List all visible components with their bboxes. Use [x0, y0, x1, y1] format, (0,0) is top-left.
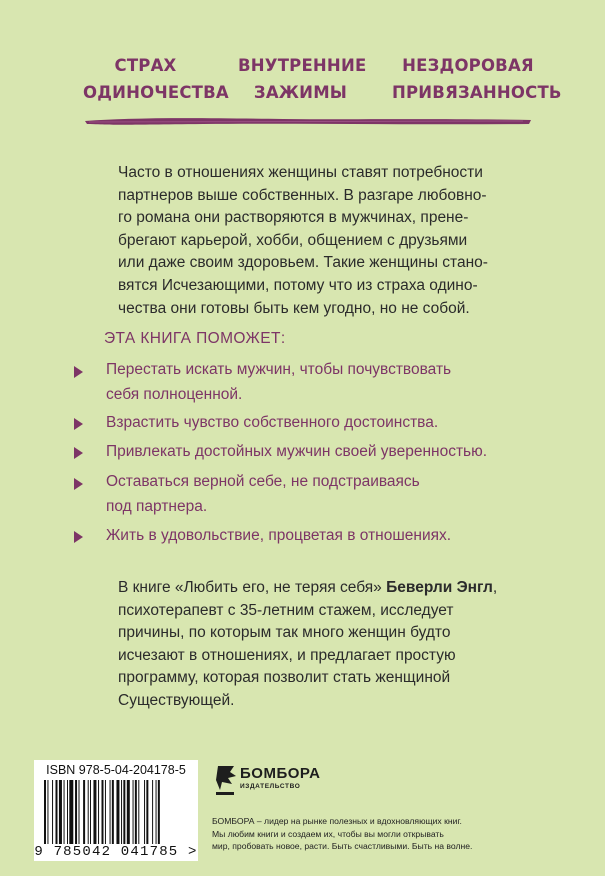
intro-line: или даже своим здоровьем. Такие женщины стано-	[118, 254, 488, 272]
intro-line: го романа они растворяются в мужчинах, прене-	[118, 209, 469, 227]
publisher-logo-subtitle: ИЗДАТЕЛЬСТВО	[240, 783, 301, 790]
publisher-blurb	[212, 815, 582, 853]
barcode-bar	[133, 780, 134, 846]
isbn-label: ISBN 978-5-04-204178-5	[46, 763, 186, 777]
author-text: ,	[492, 579, 498, 596]
barcode-bar	[75, 780, 77, 846]
keyword-unhealthy-attachment	[392, 52, 562, 106]
barcode-digits: 9 785042 041785 >	[34, 844, 198, 860]
barcode-bar	[123, 780, 125, 846]
bullet-line: Оставаться верной себе, не подстраиваясь	[106, 473, 420, 490]
barcode-bar	[121, 780, 122, 846]
barcode-bars	[42, 780, 194, 848]
barcode-bar	[47, 780, 48, 846]
intro-line: брегают карьерой, хобби, общением с друзьями	[118, 231, 468, 249]
barcode-bar	[105, 780, 106, 846]
bullet-line: Жить в удовольствие, процветая в отношениях.	[106, 527, 452, 544]
bullet-line: Взрастить чувство собственного достоинства.	[106, 414, 439, 431]
bullet-item	[106, 358, 451, 407]
barcode-bar	[116, 780, 119, 846]
barcode-bar	[64, 780, 65, 846]
keyword-fear-loneliness	[83, 52, 229, 106]
publisher-line: Мы любим книги и создаем их, чтобы вы могли открывать	[212, 828, 444, 839]
barcode-bar	[69, 780, 73, 846]
barcode-bar	[67, 780, 68, 846]
barcode-bar	[90, 780, 91, 846]
keyword-line: ОДИНОЧЕСТВА	[83, 83, 229, 102]
brush-stroke-divider	[83, 113, 533, 129]
keyword-line: ПРИВЯЗАННОСТЬ	[392, 83, 562, 102]
barcode-bar	[110, 780, 111, 846]
barcode-bar	[138, 780, 139, 846]
barcode-bar	[152, 780, 153, 846]
barcode-bar	[52, 780, 53, 846]
barcode-bar	[144, 780, 145, 846]
keyword-inner-blocks	[238, 52, 367, 106]
bullet-line: себя полноценной.	[106, 385, 243, 403]
triangle-bullet-icon	[74, 366, 83, 378]
keyword-line: ВНУТРЕННИЕ	[238, 56, 367, 75]
publisher-line: мир, пробовать новое, расти. Быть счастливыми. Быть на волне.	[212, 841, 473, 851]
barcode-bar	[79, 780, 80, 846]
bullet-line: Привлекать достойных мужчин своей уверенностью.	[106, 443, 488, 460]
barcode	[34, 760, 198, 861]
barcode-bar	[127, 780, 130, 846]
bullet-line: под партнера.	[106, 497, 208, 515]
barcode-bar	[156, 780, 157, 846]
barcode-bar	[88, 780, 89, 846]
author-line: психотерапевт с 35-летним стажем, исследует	[118, 601, 454, 619]
bullet-item	[106, 470, 420, 519]
help-title: ЭТА КНИГА ПОМОЖЕТ:	[104, 330, 286, 347]
author-line: причины, по которым так много женщин будто	[118, 624, 451, 642]
triangle-bullet-icon	[74, 531, 83, 543]
bullet-item	[106, 440, 487, 465]
author-line: исчезают в отношениях, и предлагает простую	[118, 646, 456, 664]
publisher-line: БОМБОРА – лидер на рынке полезных и вдохновляющих книг.	[212, 816, 462, 826]
intro-line: вятся Исчезающими, потому что из страха одино-	[118, 276, 478, 294]
author-line: программу, которая позволит стать женщиной	[118, 669, 451, 687]
author-name: Беверли Энгл	[386, 579, 493, 596]
bullet-line: Перестать искать мужчин, чтобы почувствовать	[106, 361, 452, 378]
keyword-line: ЗАЖИМЫ	[253, 83, 348, 102]
intro-line: партнеров выше собственных. В разгаре любовно-	[118, 186, 487, 204]
author-line: Существующей.	[118, 691, 235, 709]
barcode-bar	[98, 780, 99, 846]
intro-line: Часто в отношениях женщины ставят потребности	[118, 164, 483, 181]
bullet-item	[106, 411, 438, 436]
keyword-line: СТРАХ	[114, 56, 177, 75]
barcode-bar	[93, 780, 96, 846]
barcode-bar	[59, 780, 62, 846]
keyword-line: НЕЗДОРОВАЯ	[402, 56, 534, 75]
publisher-logo-name: БОМБОРА	[240, 765, 321, 782]
author-text: В книге «Любить его, не теряя себя»	[118, 579, 387, 596]
barcode-bar	[158, 780, 160, 846]
author-line	[118, 577, 538, 600]
barcode-bar	[56, 780, 58, 846]
triangle-bullet-icon	[74, 447, 83, 459]
author-paragraph	[118, 577, 538, 713]
barcode-bar	[112, 780, 114, 846]
intro-line: чества они готовы быть кем угодно, но не собой.	[118, 299, 470, 317]
barcode-bar	[44, 780, 46, 846]
barcode-bar	[102, 780, 104, 846]
header-keywords	[0, 52, 605, 112]
triangle-bullet-icon	[74, 418, 83, 430]
barcode-bar	[135, 780, 137, 846]
bullet-item	[106, 524, 451, 549]
barcode-bar	[83, 780, 85, 846]
barcode-bar	[146, 780, 148, 846]
intro-paragraph	[118, 162, 530, 320]
triangle-bullet-icon	[74, 478, 83, 490]
